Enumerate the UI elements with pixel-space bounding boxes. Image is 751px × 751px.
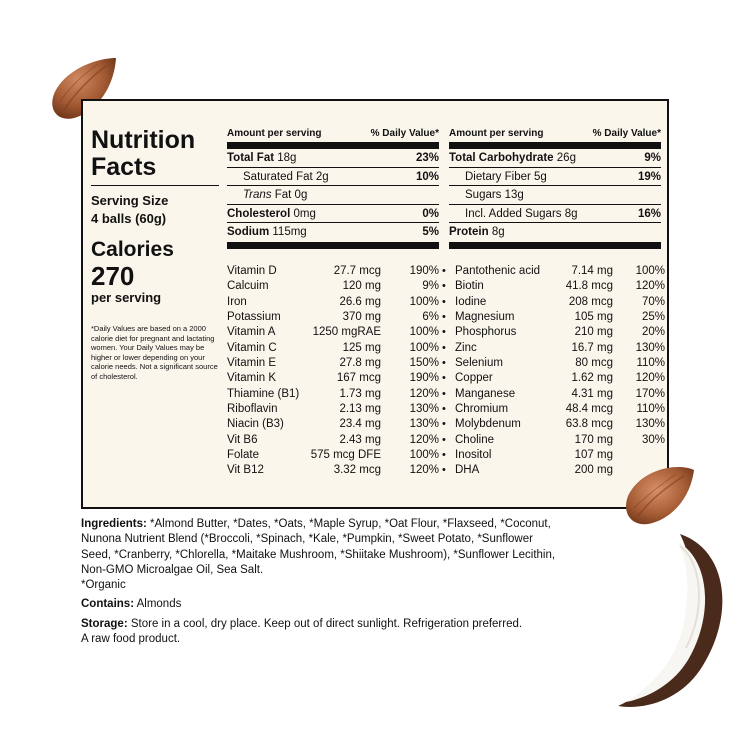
nutrient-dv: 25%	[641, 311, 665, 324]
nutrient-dv: 120%	[635, 280, 665, 293]
nutrient-name: Dietary Fiber	[465, 170, 531, 183]
bullet-icon: •	[442, 326, 446, 339]
nutrient-dv: 20%	[641, 326, 665, 339]
nutrient-amount: 41.8 mcg	[565, 280, 613, 293]
nutrient-dv: 130%	[409, 418, 439, 431]
micronutrients-right	[449, 264, 665, 479]
micronutrient-row	[449, 279, 665, 294]
nutrient-amount: 26g	[556, 152, 576, 164]
nutrient-amount: 1.73 mg	[339, 387, 381, 400]
nutrient-dv: 120%	[635, 372, 665, 385]
nutrient-amount: 575 mcg DFE	[310, 449, 381, 462]
nutrient-dv: 9%	[422, 280, 439, 293]
nutrient-name: Chromium	[455, 403, 509, 416]
nutrient-amount: 13g	[504, 189, 524, 201]
divider	[91, 185, 219, 186]
nutrient-amount: 0mg	[293, 207, 316, 220]
nutrient-amount: 2.43 mg	[339, 433, 381, 446]
nutrient-amount: 23.4 mg	[339, 418, 381, 431]
nutrient-name: Sugars	[465, 189, 502, 201]
nutrient-dv: 0%	[422, 207, 439, 220]
nutrient-amount: 80 mcg	[575, 357, 613, 370]
daily-value-header: % Daily Value*	[592, 128, 661, 139]
nutrient-amount: 5g	[534, 170, 547, 183]
bullet-icon: •	[442, 280, 446, 293]
amount-per-serving-header: Amount per serving	[227, 128, 322, 139]
product-info	[81, 517, 561, 651]
bullet-icon: •	[442, 341, 446, 354]
nutrient-dv: 130%	[635, 418, 665, 431]
micronutrient-row	[227, 264, 439, 279]
nutrient-amount: 26.6 mg	[339, 295, 381, 308]
nutrient-amount: 1.62 mg	[571, 372, 613, 385]
nutrient-name: Iron	[227, 295, 247, 308]
contains-label: Contains:	[81, 598, 135, 611]
bullet-icon: •	[442, 464, 446, 477]
bullet-icon: •	[442, 372, 446, 385]
nutrient-name: Folate	[227, 449, 259, 462]
thick-rule	[449, 142, 661, 149]
nutrient-amount: 120 mg	[342, 280, 381, 293]
nutrient-amount: 2g	[315, 170, 329, 183]
micronutrient-row	[449, 341, 665, 356]
nutrient-name: Cholesterol	[227, 207, 291, 220]
bullet-column	[442, 264, 448, 479]
nutrient-name: Choline	[455, 433, 494, 446]
nutrient-name: Protein	[449, 226, 489, 238]
nutrient-amount: 115mg	[272, 226, 307, 238]
contains-block	[81, 597, 561, 612]
nutrient-name: Vit B6	[227, 433, 258, 446]
micronutrient-row	[449, 417, 665, 432]
nutrient-name: DHA	[455, 464, 480, 477]
nutrient-dv: 19%	[637, 170, 661, 183]
nutrient-name: Manganese	[455, 387, 516, 400]
micronutrient-row	[449, 325, 665, 340]
nutrient-amount: 210 mg	[574, 326, 613, 339]
nutrition-facts-title: Nutrition Facts	[91, 126, 196, 181]
nutrient-name: Trans	[243, 189, 272, 201]
sugars-row	[449, 186, 661, 205]
nutrition-facts-panel	[81, 99, 669, 509]
micronutrient-row	[227, 325, 439, 340]
macros-left	[227, 128, 439, 249]
nutrient-dv: 190%	[409, 372, 439, 385]
bullet-icon: •	[442, 449, 446, 462]
nutrient-amount: 16.7 mg	[571, 341, 613, 354]
nutrient-name: Vitamin C	[227, 341, 277, 354]
column-header	[227, 128, 439, 142]
nutrient-name: Inositol	[455, 449, 492, 462]
micronutrient-row	[449, 387, 665, 402]
amount-per-serving-header: Amount per serving	[449, 128, 544, 139]
daily-value-header: % Daily Value*	[370, 128, 439, 139]
nutrient-amount: 105 mg	[574, 311, 613, 324]
column-header	[449, 128, 661, 142]
thick-rule	[227, 242, 439, 249]
nutrient-amount: 8g	[491, 226, 505, 238]
per-serving-label: per serving	[91, 290, 162, 305]
nutrient-amount: 63.8 mcg	[565, 418, 613, 431]
nutrient-amount: 370 mg	[342, 311, 381, 324]
micronutrient-row	[227, 371, 439, 386]
nutrient-dv: 100%	[409, 295, 439, 308]
nutrient-name: Vitamin E	[227, 357, 277, 370]
bullet-icon: •	[442, 418, 446, 431]
calories-value: 270	[91, 261, 135, 291]
ingredients-label: Ingredients:	[81, 518, 147, 530]
nutrient-dv: 100%	[409, 326, 439, 339]
nutrient-name: Pantothenic acid	[455, 265, 541, 277]
protein-row	[449, 223, 661, 242]
nutrient-name: Zinc	[455, 341, 477, 354]
micronutrient-row	[227, 433, 439, 448]
nutrient-dv: 110%	[636, 357, 665, 370]
trans-fat-row	[227, 186, 439, 205]
nutrient-dv: 100%	[635, 265, 665, 277]
macros-right	[449, 128, 661, 249]
storage-note: A raw food product.	[81, 633, 181, 646]
nutrient-amount: 167 mcg	[336, 372, 381, 385]
nutrient-name: Vitamin D	[227, 265, 277, 277]
calories-label: Calories	[91, 238, 174, 261]
nutrient-name: Sodium	[227, 226, 270, 238]
micronutrient-row	[449, 371, 665, 386]
nutrient-dv: 150%	[409, 357, 439, 370]
nutrient-name: Total Fat	[227, 152, 275, 164]
nutrient-name: Vitamin A	[227, 326, 276, 339]
bullet-icon: •	[442, 433, 446, 446]
micronutrient-row	[227, 295, 439, 310]
nutrient-amount: 125 mg	[342, 341, 381, 354]
bullet-icon: •	[442, 265, 446, 277]
micronutrient-row	[227, 341, 439, 356]
nutrient-amount: 208 mcg	[568, 295, 613, 308]
nutrient-dv: 190%	[409, 265, 439, 277]
serving-size-value: 4 balls (60g)	[91, 211, 167, 226]
nutrient-dv: 100%	[409, 449, 439, 462]
nutrient-name: Vit B12	[227, 464, 264, 477]
nutrient-amount: 27.8 mg	[339, 357, 381, 370]
nutrient-name: Calcuim	[227, 280, 269, 293]
nutrient-amount: 170 mg	[574, 433, 613, 446]
nutrient-amount: 107 mg	[574, 449, 613, 462]
micronutrient-row	[449, 433, 665, 448]
nutrient-dv: 10%	[415, 170, 439, 183]
nutrient-name: Molybdenum	[455, 418, 521, 431]
nutrient-name: Riboflavin	[227, 403, 278, 416]
sodium-row	[227, 223, 439, 242]
serving-size-label: Serving Size	[91, 193, 169, 208]
micronutrient-row	[449, 356, 665, 371]
micronutrient-row	[227, 310, 439, 325]
nutrient-amount: 2.13 mg	[339, 403, 381, 416]
nutrient-dv: 9%	[644, 152, 661, 164]
bullet-icon: •	[442, 295, 446, 308]
ingredients-block	[81, 517, 561, 593]
cholesterol-row	[227, 205, 439, 224]
nutrient-amount: 200 mg	[574, 464, 613, 477]
added-sugars-row	[449, 205, 661, 224]
organic-note: *Organic	[81, 579, 126, 592]
nutrient-dv: 70%	[641, 295, 665, 308]
nutrient-name: Niacin (B3)	[227, 418, 284, 431]
nutrient-dv: 130%	[409, 403, 439, 416]
nutrient-name: Phosphorus	[455, 326, 517, 339]
daily-value-footnote: *Daily Values are based on a 2000 calorie diet for pregnant and lactating women. Your Daily Values may be higher or lower depending on your calorie needs. Not a significant source of cholesterol.	[91, 324, 218, 381]
nutrient-name: Total Carbohydrate	[449, 152, 554, 164]
nutrient-dv: 130%	[635, 341, 665, 354]
storage-text: Store in a cool, dry place. Keep out of direct sunlight. Refrigeration preferred.	[130, 617, 523, 630]
nutrient-name: Copper	[455, 372, 493, 385]
micronutrient-row	[449, 295, 665, 310]
nutrient-dv: 120%	[409, 433, 439, 446]
nutrient-name: Iodine	[455, 295, 487, 308]
micronutrient-row	[227, 279, 439, 294]
nutrition-summary	[91, 127, 219, 381]
micronutrient-row	[227, 387, 439, 402]
storage-label: Storage:	[81, 617, 128, 630]
bullet-icon: •	[442, 311, 446, 324]
contains-text: Almonds	[136, 598, 182, 611]
thick-rule	[227, 142, 439, 149]
bullet-icon: •	[442, 403, 446, 416]
nutrient-dv: 170%	[635, 387, 665, 400]
saturated-fat-row	[227, 168, 439, 187]
micronutrient-row	[227, 417, 439, 432]
nutrient-name: Saturated Fat	[243, 170, 313, 183]
nutrient-name: Potassium	[227, 311, 281, 324]
micronutrient-row	[227, 402, 439, 417]
nutrient-name: Magnesium	[455, 311, 515, 324]
nutrient-amount: 4.31 mg	[571, 387, 613, 400]
bullet-icon: •	[442, 357, 446, 370]
total-carbohydrate-row	[449, 149, 661, 168]
nutrient-dv: 23%	[415, 152, 439, 164]
nutrient-dv: 6%	[422, 311, 439, 324]
nutrient-dv: 5%	[422, 226, 439, 238]
micronutrient-row	[227, 356, 439, 371]
nutrient-amount: 1250 mgRAE	[312, 326, 381, 339]
dietary-fiber-row	[449, 168, 661, 187]
nutrient-amount: 48.4 mcg	[565, 403, 613, 416]
nutrient-name: Vitamin K	[227, 372, 277, 385]
micronutrient-row	[449, 402, 665, 417]
nutrient-name: Biotin	[455, 280, 484, 293]
nutrient-dv: 30%	[641, 433, 665, 446]
nutrient-dv: 100%	[409, 341, 439, 354]
nutrient-amount: Fat 0g	[274, 189, 308, 201]
micronutrients-left	[227, 264, 439, 479]
nutrient-amount: 3.32 mcg	[333, 464, 381, 477]
nutrient-dv: 16%	[637, 207, 661, 220]
nutrient-name: Thiamine (B1)	[227, 387, 300, 400]
nutrient-amount: 18g	[277, 152, 297, 164]
nutrient-amount: 27.7 mcg	[333, 265, 381, 277]
nutrient-dv: 120%	[409, 387, 439, 400]
total-fat-row	[227, 149, 439, 168]
nutrient-dv: 110%	[636, 403, 665, 416]
storage-block	[81, 617, 561, 648]
bullet-icon: •	[442, 387, 446, 400]
micronutrient-row	[449, 264, 665, 279]
nutrient-amount: 8g	[564, 207, 578, 220]
nutrient-name: Incl. Added Sugars	[465, 207, 562, 220]
micronutrient-row	[449, 310, 665, 325]
thick-rule	[449, 242, 661, 249]
nutrient-amount: 7.14 mg	[571, 265, 613, 277]
ingredients-text: *Almond Butter, *Dates, *Oats, *Maple Syrup, *Oat Flour, *Flaxseed, *Coconut, Nunona Nutrient Blend (*Broccoli, *Spinach, *Kale, *Pumpkin, *Sweet Potato, *Sunflower Seed, *Cranberry, *Chlorella, *Maitake Mushroom, *Shiitake Mushroom), *Sunflower Lecithin, Non-GMO Microalgae Oil, Sea Salt.	[81, 518, 556, 576]
micronutrient-row	[227, 448, 439, 463]
nutrient-name: Selenium	[455, 357, 503, 370]
micronutrient-row	[227, 463, 439, 478]
coconut-piece-icon	[560, 520, 740, 710]
nutrient-dv: 120%	[409, 464, 439, 477]
